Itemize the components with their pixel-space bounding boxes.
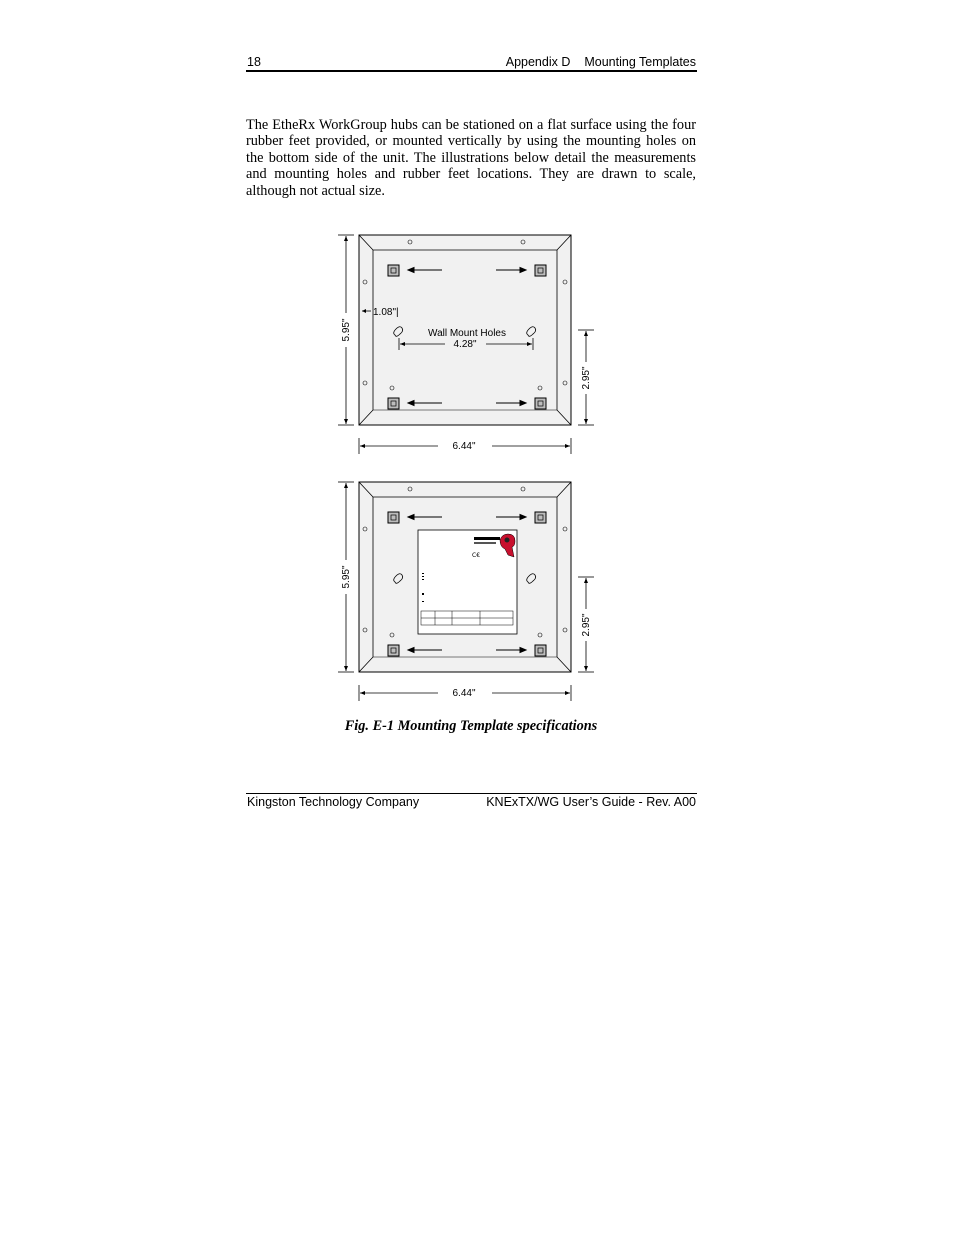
height-label: 5.95" <box>341 318 352 342</box>
height-label: 5.95" <box>341 565 352 589</box>
header-title <box>506 55 696 69</box>
product-label <box>418 530 517 634</box>
width-label: 6.44" <box>452 441 476 452</box>
ce-mark-icon: C€ <box>472 552 481 559</box>
mounting-template-figure <box>300 220 640 710</box>
offset-label: 1.08"| <box>373 307 399 318</box>
width-label: 6.44" <box>452 688 476 699</box>
page-header <box>246 55 697 72</box>
wall-mount-label: Wall Mount Holes <box>428 328 506 339</box>
footer-guide: KNExTX/WG User’s Guide - Rev. A00 <box>486 795 696 809</box>
page-footer <box>246 793 697 811</box>
footer-company: Kingston Technology Company <box>247 795 420 809</box>
header-section: Appendix D <box>505 55 571 69</box>
page-number: 18 <box>247 55 261 69</box>
top-template <box>338 235 594 454</box>
intro-paragraph: The EtheRx WorkGroup hubs can be stationed on a flat surface using the four rubber feet provided, or mounted vertically by using the mounting holes on the bottom side of the unit. The illustrations below detail the measurements and mounting holes and rubber feet locations. They are drawn to scale, although not actual size. <box>246 117 696 199</box>
figure-caption: Fig. E-1 Mounting Template specifications <box>344 718 598 734</box>
half-height-label: 2.95" <box>581 613 592 637</box>
bottom-template <box>338 482 594 701</box>
half-height-label: 2.95" <box>581 366 592 390</box>
header-chapter-title: Mounting Templates <box>584 55 696 69</box>
hole-spacing-label: 4.28" <box>453 339 477 350</box>
